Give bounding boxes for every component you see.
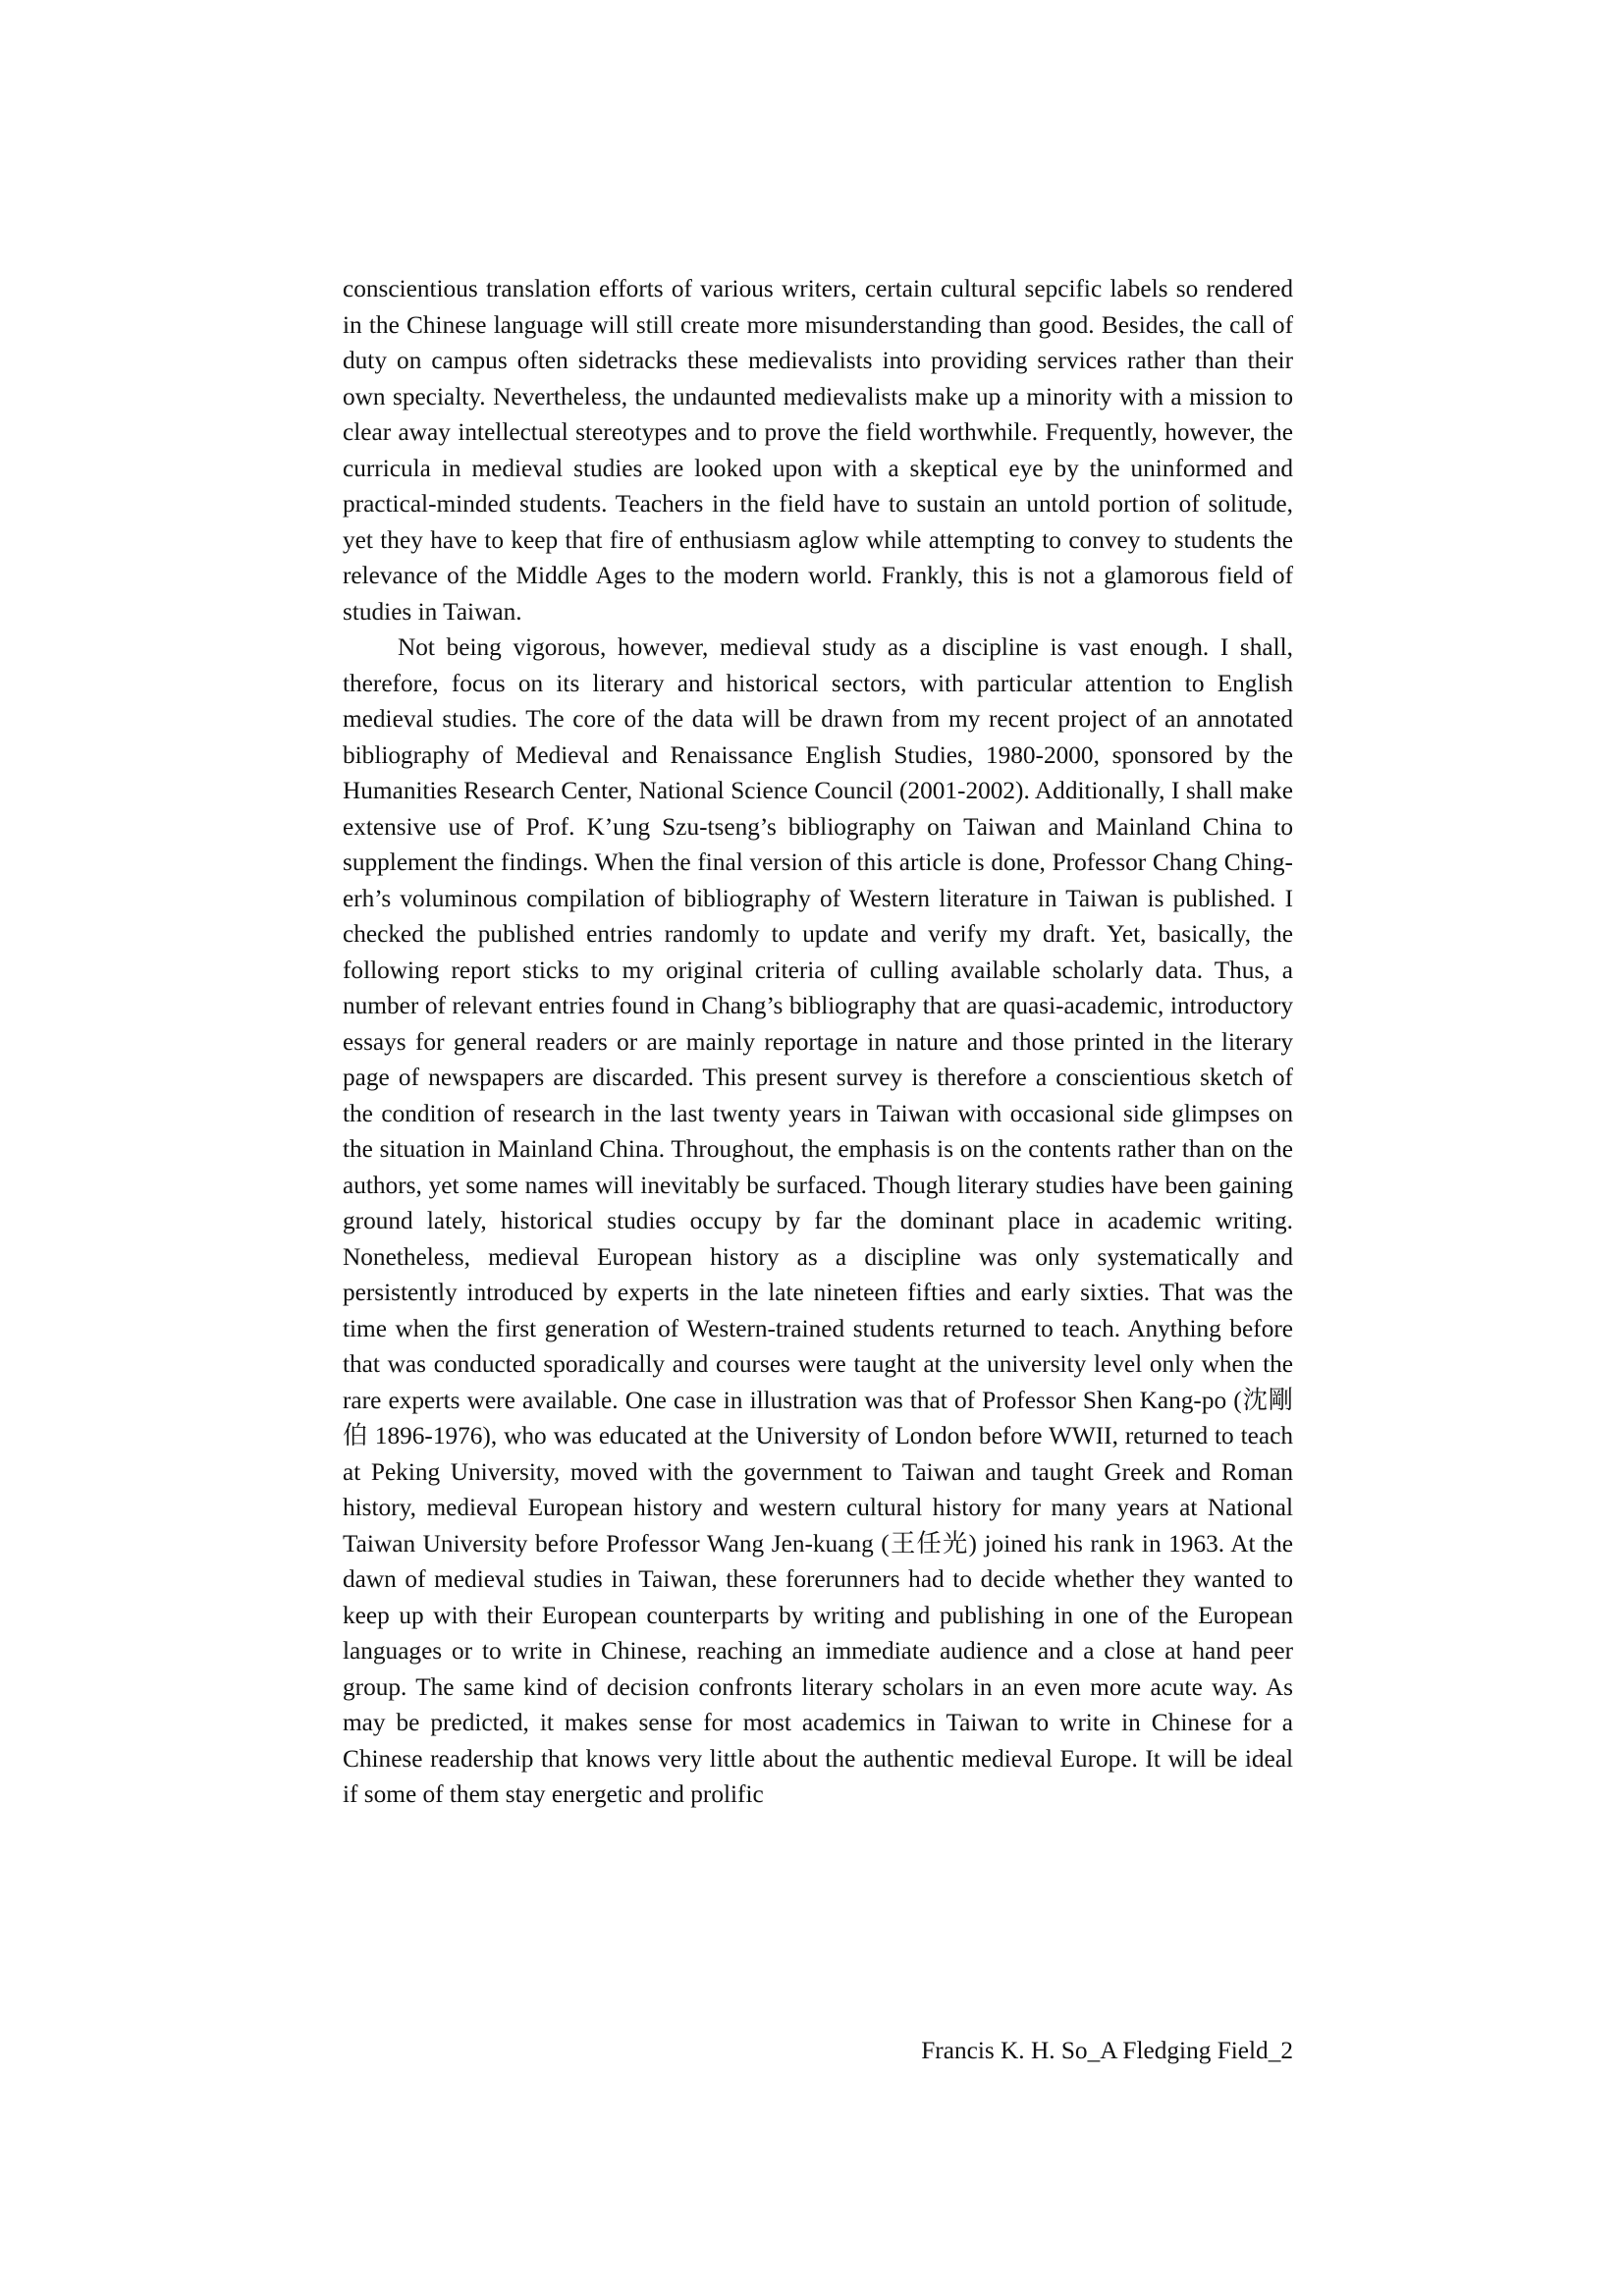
paragraph-scope-and-history: Not being vigorous, however, medieval study as a discipline is vast enough. I shall, therefore, focus on its literary and historical sectors, with particular attention to English medieval studies. The core of the data will be drawn from my recent project of an annotated bibliography of Medieval and Renaissance English Studies, 1980-2000, sponsored by the Humanities Research Center, National Science Council (2001-2002). Additionally, I shall make extensive use of Prof. K’ung Szu-tseng’s bibliography on Taiwan and Mainland China to supplement the findings. When the final version of this article is done, Professor Chang Ching-erh’s voluminous compilation of bibliography of Western literature in Taiwan is published. I checked the published entries randomly to update and verify my draft. Yet, basically, the following report sticks to my original criteria of culling available scholarly data. Thus, a number of relevant entries found in Chang’s bibliography that are quasi-academic, introductory essays for general readers or are mainly reportage in nature and those printed in the literary page of newspapers are discarded. This present survey is therefore a conscientious sketch of the condition of research in the last twenty years in Taiwan with occasional side glimpses on the situation in Mainland China. Throughout, the emphasis is on the contents rather than on the authors, yet some names will inevitably be surfaced. Though literary studies have been gaining ground lately, historical studies occupy by far the dominant place in academic writing. Nonetheless, medieval European history as a discipline was only systematically and persistently introduced by experts in the late nineteen fifties and early sixties. That was the time when the first generation of Western-trained students returned to teach. Anything before that was conducted sporadically and courses were taught at the university level only when the rare experts were available. One case in illustration was that of Professor Shen Kang-po (沈剛伯 1896-1976), who was educated at the University of London before WWII, returned to teach at Peking University, moved with the government to Taiwan and taught Greek and Roman history, medieval European history and western cultural history for many years at National Taiwan University before Professor Wang Jen-kuang (王任光) joined his rank in 1963. At the dawn of medieval studies in Taiwan, these forerunners had to decide whether they wanted to keep up with their European counterparts by writing and publishing in one of the European languages or to write in Chinese, reaching an immediate audience and a close at hand peer group. The same kind of decision confronts literary scholars in an even more acute way. As may be predicted, it makes sense for most academics in Taiwan to write in Chinese for a Chinese readership that knows very little about the authentic medieval Europe. It will be ideal if some of them stay energetic and prolific <box>343 633 1293 1808</box>
paragraph-continued: conscientious translation efforts of various writers, certain cultural sepcific labels so rendered in the Chinese language will still create more misunderstanding than good. Besides, the call of duty on campus often sidetracks these medievalists into providing services rather than their own specialty. Nevertheless, the undaunted medievalists make up a minority with a mission to clear away intellectual stereotypes and to prove the field worthwhile. Frequently, however, the curricula in medieval studies are looked upon with a skeptical eye by the uninformed and practical-minded students. Teachers in the field have to sustain an untold portion of solitude, yet they have to keep that fire of enthusiasm aglow while attempting to convey to students the relevance of the Middle Ages to the modern world. Frankly, this is not a glamorous field of studies in Taiwan. <box>343 275 1293 626</box>
document-body <box>343 271 1293 1813</box>
page-footer: Francis K. H. So_A Fledging Field_2 <box>921 2037 1293 2064</box>
